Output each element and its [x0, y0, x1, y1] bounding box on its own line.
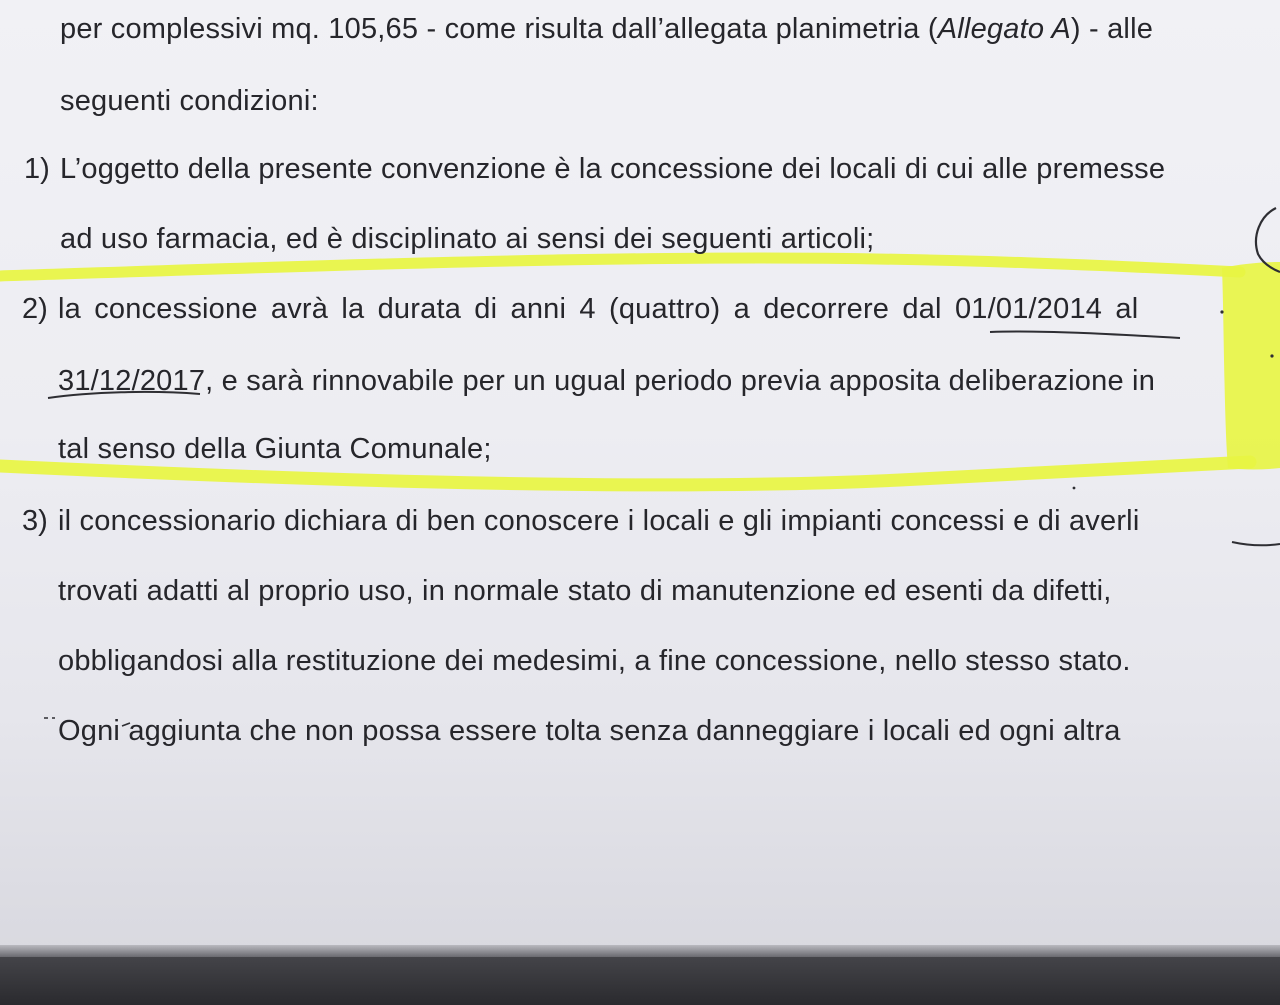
background-surface — [0, 957, 1280, 1005]
intro-line-2: seguenti condizioni: — [60, 85, 319, 117]
item-1-line-1: L’oggetto della presente convenzione è la concessione dei locali di cui alle premesse — [60, 153, 1166, 185]
item-2-number: 2) — [22, 293, 48, 325]
item-2-line-2 — [58, 364, 1155, 398]
item-3-line-1: il concessionario dichiara di ben conoscere i locali e gli impianti concessi e di averli — [58, 505, 1140, 537]
item-3-number: 3) — [22, 505, 48, 537]
item-2-line-3: tal senso della Giunta Comunale; — [58, 433, 492, 465]
item-3-line-2: trovati adatti al proprio uso, in normale stato di manutenzione ed esenti da difetti, — [58, 575, 1112, 607]
item-3-line-3: obbligandosi alla restituzione dei medesimi, a fine concessione, nello stesso stato. — [58, 645, 1131, 677]
intro-text-before: per complessivi mq. 105,65 - come risulta dall’allegata planimetria ( — [60, 13, 938, 45]
annex-reference: Allegato A — [937, 13, 1071, 45]
item-2-text-before: la concessione avrà la durata di anni 4 (quattro) a decorrere dal — [58, 293, 955, 325]
item-2-line-1 — [58, 292, 1138, 326]
end-date: 31/12/2017 — [58, 365, 206, 397]
intro-line-1 — [60, 12, 1153, 46]
item-2-line-2-text: , e sarà rinnovabile per un ugual periodo previa apposita deliberazione in — [205, 365, 1156, 397]
item-2-text-after: al — [1102, 293, 1139, 325]
item-3-line-4: Ogni aggiunta che non possa essere tolta senza danneggiare i locali ed ogni altra — [58, 715, 1121, 747]
paper-edge — [0, 945, 1280, 957]
item-1-line-2: ad uso farmacia, ed è disciplinato ai sensi dei seguenti articoli; — [60, 223, 875, 255]
intro-text-after: ) - alle — [1070, 13, 1154, 45]
start-date: 01/01/2014 — [954, 293, 1103, 325]
item-1-number: 1) — [24, 153, 50, 185]
